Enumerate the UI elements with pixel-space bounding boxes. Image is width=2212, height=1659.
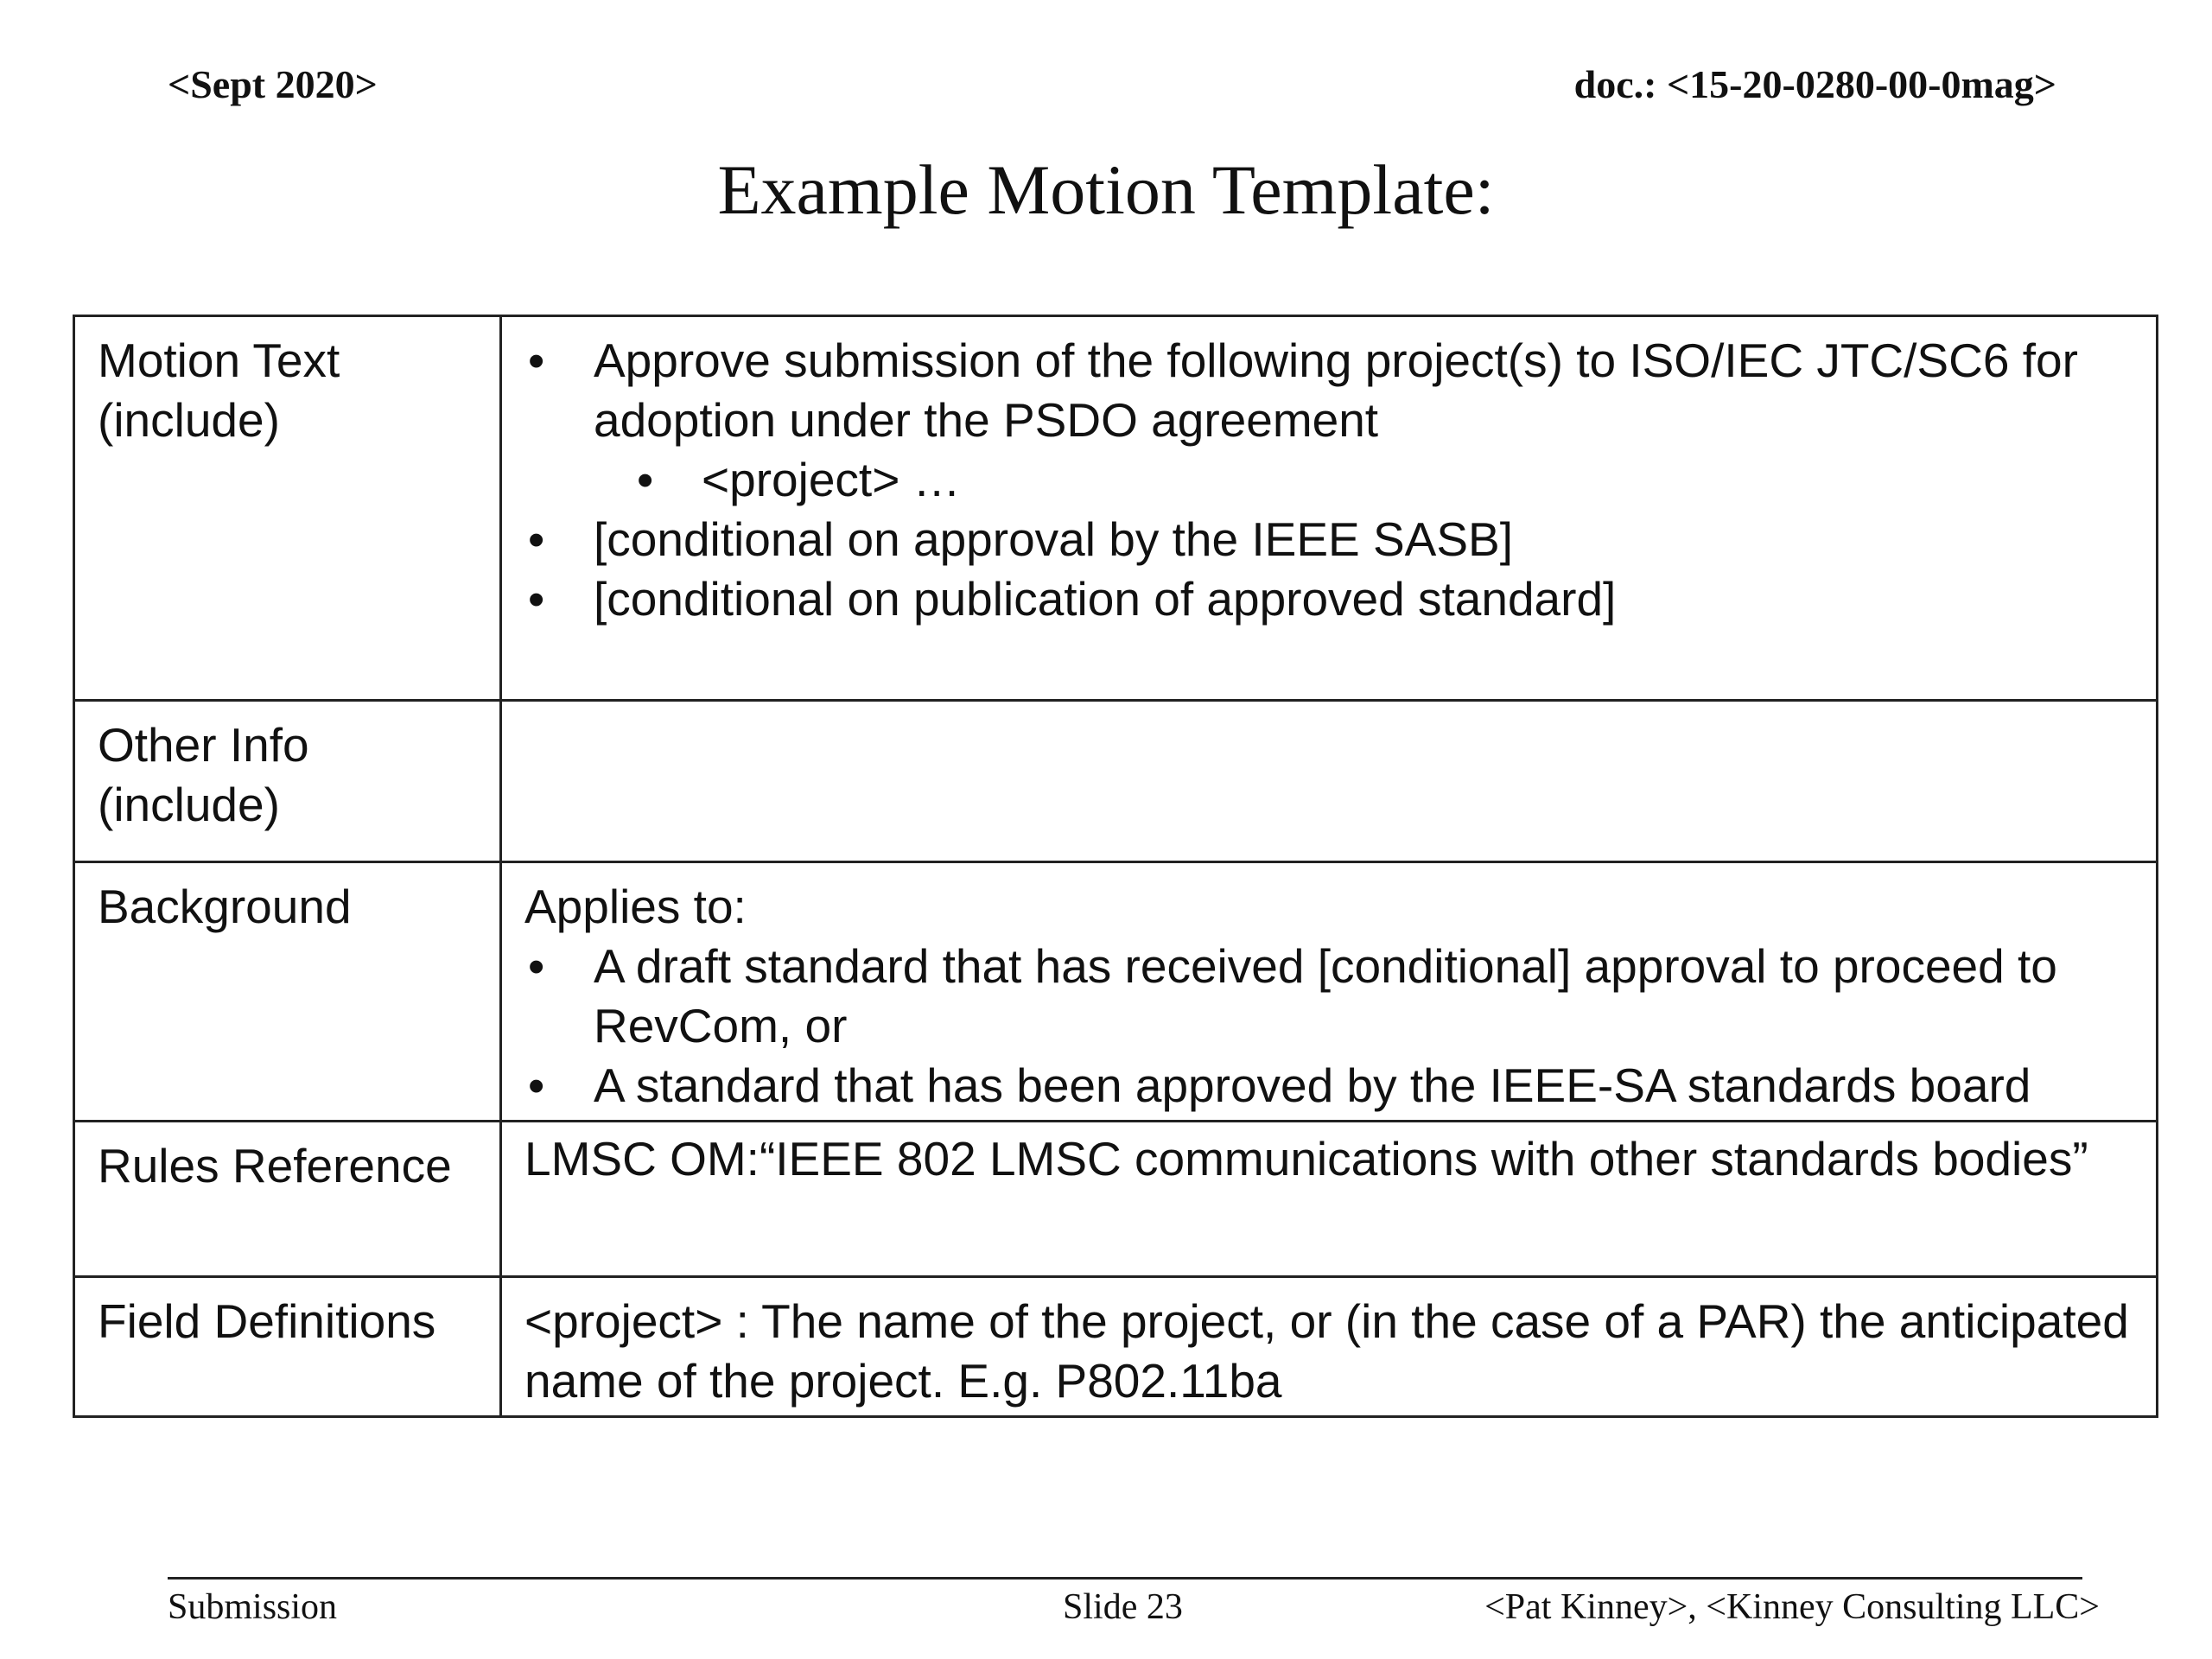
motion-text-sub-bullet: <project> … [702, 453, 961, 506]
list-item [524, 1056, 2139, 1116]
list-item [524, 510, 2139, 569]
field-definitions-label-cell [74, 1277, 501, 1417]
motion-text-bullet-2: [conditional on approval by the IEEE SASB] [594, 512, 1513, 566]
motion-text-label: Motion Text [98, 334, 340, 387]
footer-slide-number: Slide 23 [1063, 1587, 1183, 1627]
background-bullets [524, 937, 2139, 1116]
table-row-background [74, 862, 2158, 1122]
list-item [524, 331, 2139, 510]
list-item [524, 569, 2139, 629]
other-info-label-sub: (include) [98, 778, 280, 831]
motion-text-bullet-1: Approve submission of the following project(s) to ISO/IEC JTC/SC6 for adoption under the PSDO agreement [594, 334, 2078, 447]
list-item [524, 937, 2139, 1056]
background-intro: Applies to: [524, 880, 747, 933]
footer-divider [168, 1577, 2082, 1580]
motion-text-content-cell [501, 316, 2158, 701]
footer-submission: Submission [168, 1587, 338, 1627]
table-row-field-definitions [74, 1277, 2158, 1417]
other-info-label: Other Info [98, 718, 309, 772]
rules-reference-label: Rules Reference [98, 1139, 452, 1192]
background-bullet-1: A draft standard that has received [conditional] approval to proceed to RevCom, or [594, 939, 2057, 1052]
footer-author: <Pat Kinney>, <Kinney Consulting LLC> [1484, 1587, 2100, 1627]
header-doc-id: doc.: <15-20-0280-00-0mag> [1573, 62, 2056, 106]
motion-text-sub-bullets [524, 450, 2139, 510]
rules-reference-content-cell [501, 1122, 2158, 1277]
motion-text-bullet-3: [conditional on publication of approved standard] [594, 572, 1617, 626]
motion-template-table [73, 315, 2158, 1418]
slide-title: Example Motion Template: [717, 150, 1495, 229]
background-label: Background [98, 880, 352, 933]
rules-reference-content: LMSC OM:“IEEE 802 LMSC communications with other standards bodies” [524, 1132, 2088, 1185]
background-bullet-2: A standard that has been approved by the IEEE-SA standards board [594, 1058, 2031, 1112]
table-row-motion-text [74, 316, 2158, 701]
background-label-cell [74, 862, 501, 1122]
field-definitions-content-cell [501, 1277, 2158, 1417]
field-definitions-label: Field Definitions [98, 1294, 436, 1348]
motion-text-label-cell [74, 316, 501, 701]
table-row-rules-reference [74, 1122, 2158, 1277]
table-row-other-info [74, 701, 2158, 862]
motion-text-bullets [524, 331, 2139, 629]
list-item [524, 450, 2139, 510]
field-definitions-content: <project> : The name of the project, or (in the case of a PAR) the anticipated name of the project. E.g. P802.11ba [524, 1294, 2129, 1408]
rules-reference-label-cell [74, 1122, 501, 1277]
motion-text-label-sub: (include) [98, 393, 280, 447]
background-content-cell [501, 862, 2158, 1122]
other-info-label-cell [74, 701, 501, 862]
header-date: <Sept 2020> [168, 62, 378, 106]
other-info-content-cell [501, 701, 2158, 862]
